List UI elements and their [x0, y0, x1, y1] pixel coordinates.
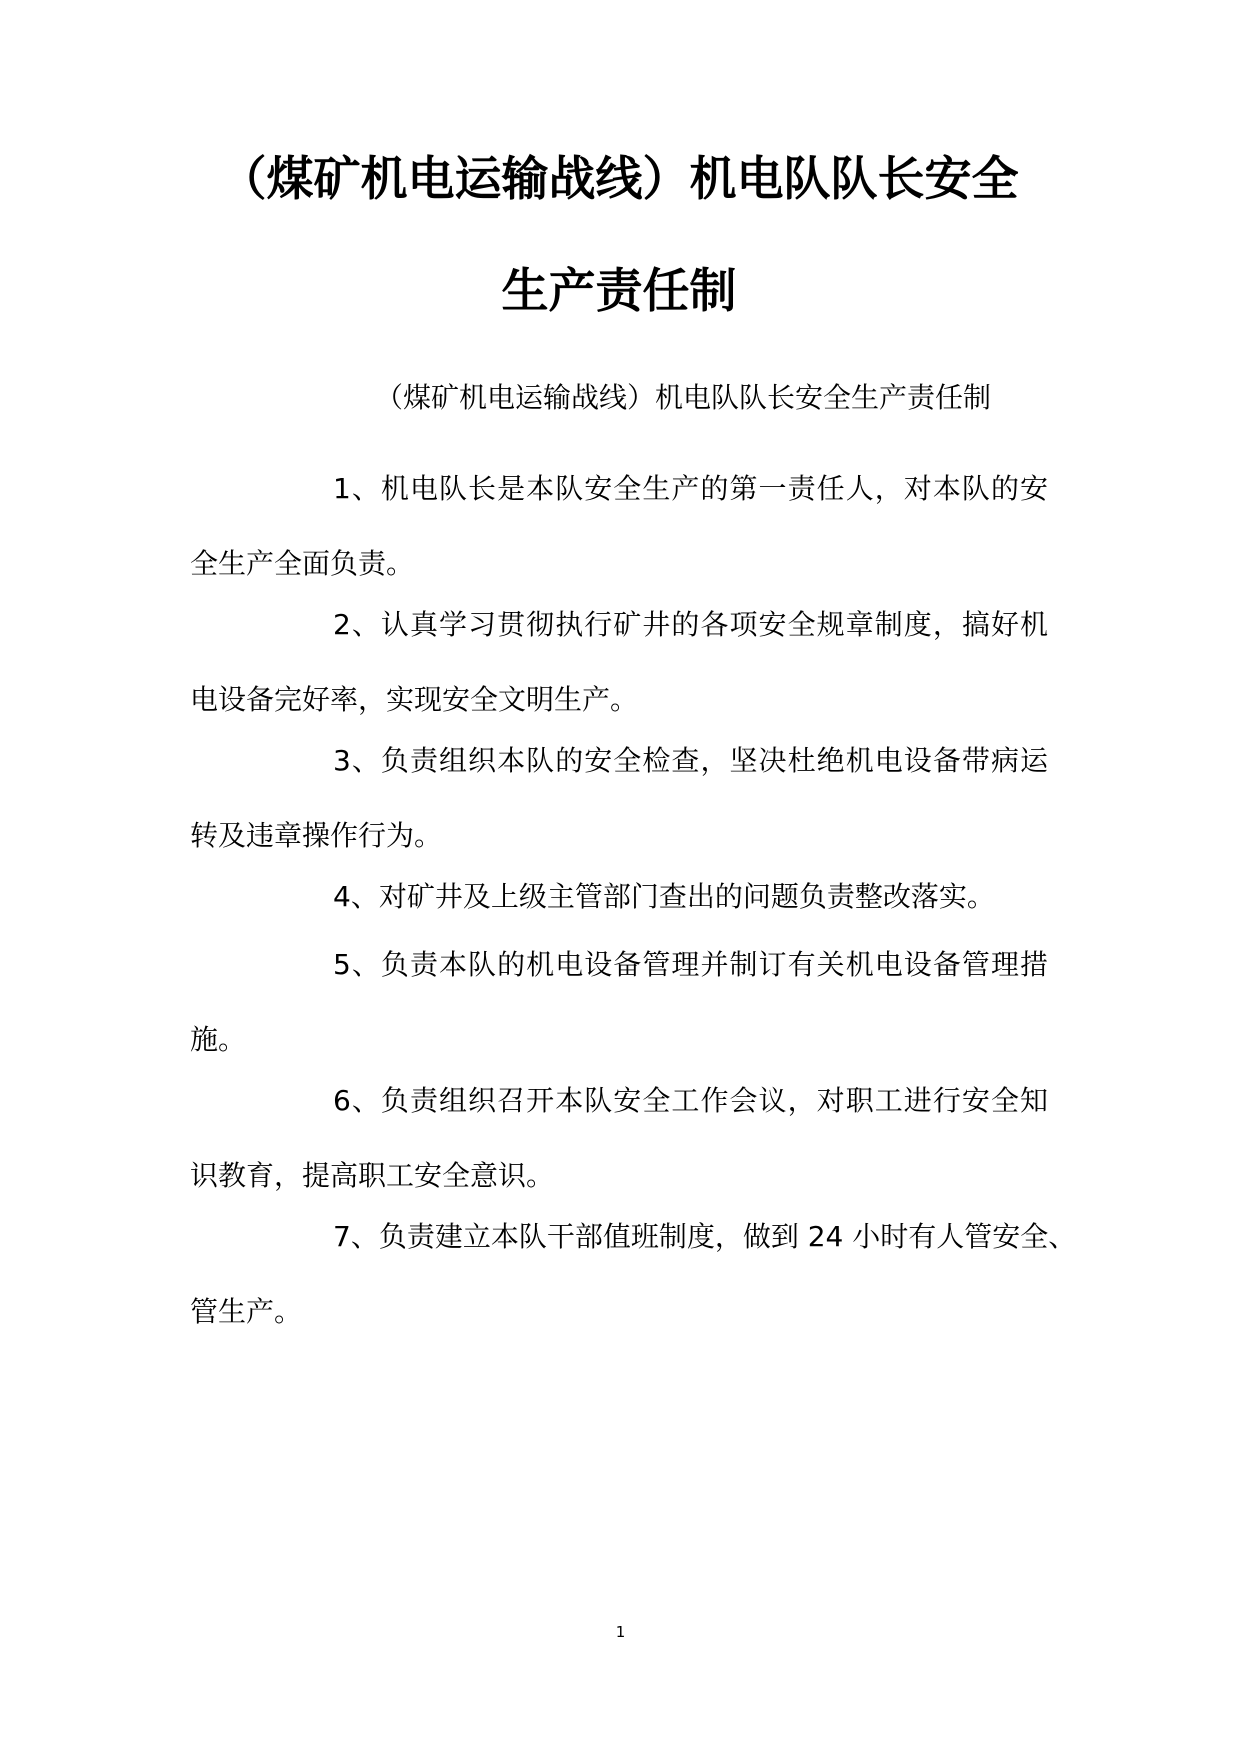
clause-1-line-2: 全生产全面负责。 — [190, 547, 415, 580]
clause-2 — [190, 587, 1048, 737]
clause-5 — [190, 927, 1048, 1077]
clause-3-line-1: 3、负责组织本队的安全检查，坚决杜绝机电设备带病运 — [333, 744, 1048, 777]
clause-1 — [190, 451, 1048, 601]
clause-7-line-1: 7、负责建立本队干部值班制度，做到 24 小时有人管安全、 — [333, 1220, 1077, 1253]
clause-2-line-2: 电设备完好率，实现安全文明生产。 — [190, 683, 639, 716]
page-number: 1 — [615, 1623, 626, 1641]
document-subtitle: （煤矿机电运输战线）机电队队长安全生产责任制 — [375, 381, 992, 414]
clause-1-line-1: 1、机电队长是本队安全生产的第一责任人，对本队的安 — [333, 472, 1048, 505]
clause-4-line-1: 4、对矿井及上级主管部门查出的问题负责整改落实。 — [333, 880, 995, 913]
clause-6-line-2: 识教育，提高职工安全意识。 — [190, 1159, 555, 1192]
clause-5-line-1: 5、负责本队的机电设备管理并制订有关机电设备管理措 — [333, 948, 1048, 981]
clause-6 — [190, 1063, 1048, 1213]
document-title-line-2: 生产责任制 — [501, 264, 737, 319]
clause-3-line-2: 转及违章操作行为。 — [190, 819, 443, 852]
clause-3 — [190, 723, 1048, 873]
clause-7 — [190, 1199, 1077, 1349]
clause-2-line-1: 2、认真学习贯彻执行矿井的各项安全规章制度，搞好机 — [333, 608, 1048, 641]
clause-5-line-2: 施。 — [190, 1023, 247, 1056]
clause-6-line-1: 6、负责组织召开本队安全工作会议，对职工进行安全知 — [333, 1084, 1048, 1117]
clause-4 — [190, 859, 1048, 934]
document-title-line-1: （煤矿机电运输战线）机电队队长安全 — [219, 152, 1019, 207]
clause-7-line-2: 管生产。 — [190, 1295, 303, 1328]
